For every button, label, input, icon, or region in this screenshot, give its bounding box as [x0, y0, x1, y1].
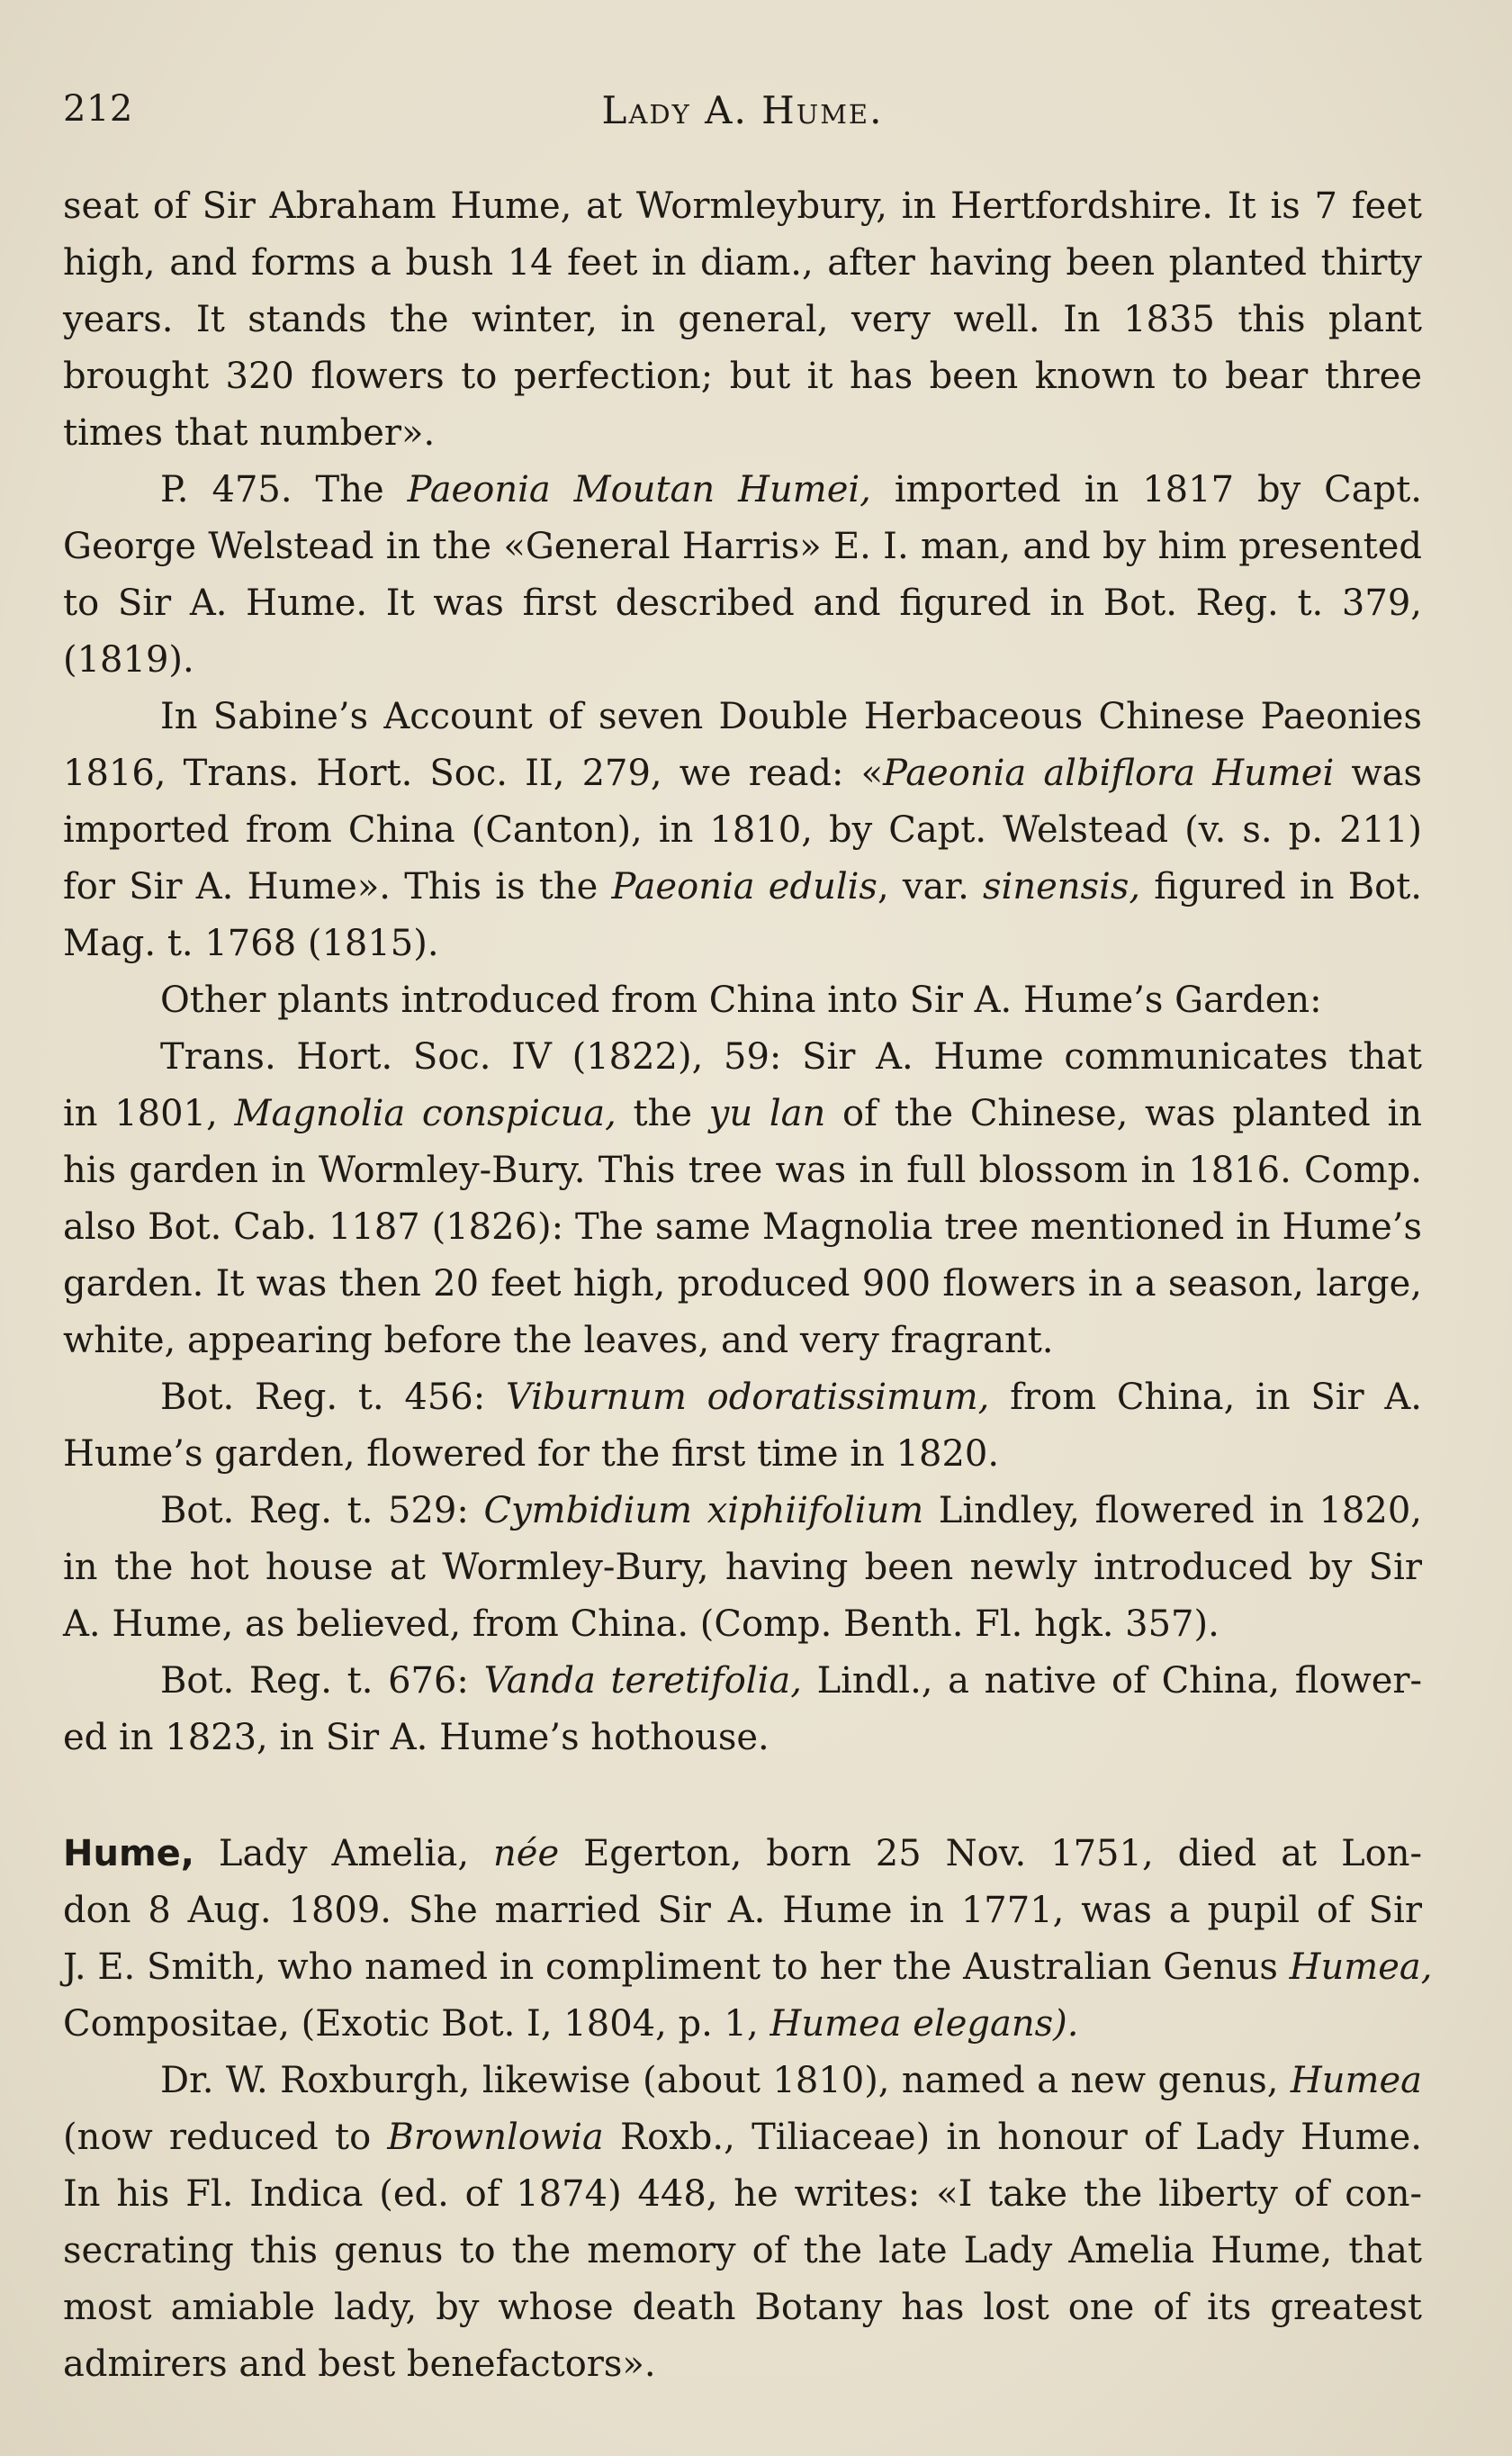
- italic-term: Viburnum odoratissimum,: [505, 1377, 990, 1418]
- italic-term: Paeonia albiflora Humei: [883, 753, 1335, 794]
- text-line: Compositae, (Exotic Bot. I, 1804, p. 1, Humea elegans).: [63, 2003, 1079, 2045]
- text-line: Bot. Reg. t. 676: Vanda teretifolia, Lindl., a native of China, flower-: [160, 1660, 1423, 1702]
- text-line: secrating this genus to the memory of the late Lady Amelia Hume, that: [63, 2230, 1422, 2271]
- text-line: J. E. Smith, who named in compliment to her the Australian Genus Humea,: [63, 1946, 1433, 1988]
- paragraph: [63, 1483, 1422, 1653]
- text-line: 1816, Trans. Hort. Soc. II, 279, we read: «Paeonia albiflora Humei was: [63, 753, 1422, 794]
- text-line: seat of Sir Abraham Hume, at Wormleybury, in Hertfordshire. It is 7 feet: [63, 185, 1422, 227]
- page-number: 212: [63, 88, 133, 130]
- italic-term: Paeonia Moutan Humei,: [407, 469, 871, 510]
- paragraph: [63, 1826, 1433, 2053]
- italic-term: Humea elegans).: [770, 2003, 1079, 2045]
- italic-term: Vanda teretifolia,: [483, 1660, 802, 1702]
- italic-term: Paeonia edulis: [611, 866, 878, 907]
- text-line: in the hot house at Wormley-Bury, having been newly introduced by Sir: [63, 1547, 1422, 1588]
- text-line: Dr. W. Roxburgh, likewise (about 1810), named a new genus, Humea: [160, 2060, 1422, 2101]
- text-line: Trans. Hort. Soc. IV (1822), 59: Sir A. Hume communicates that: [160, 1036, 1422, 1078]
- text-line: (1819).: [63, 639, 194, 681]
- paragraph: [63, 1653, 1422, 1766]
- paragraph: [63, 1029, 1422, 1369]
- italic-term: Humea,: [1289, 1946, 1433, 1988]
- italic-term: Humea: [1290, 2060, 1422, 2101]
- text-line: George Welstead in the «General Harris» E. I. man, and by him presented: [63, 526, 1422, 567]
- italic-term: Cymbidium xiphiifolium: [483, 1490, 924, 1531]
- running-head: Lady A. Hume.: [601, 88, 884, 132]
- text-line: don 8 Aug. 1809. She married Sir A. Hume in 1771, was a pupil of Sir: [63, 1890, 1422, 1931]
- page-body: [63, 178, 1433, 2393]
- text-line: Bot. Reg. t. 456: Viburnum odoratissimum, from China, in Sir A.: [160, 1377, 1423, 1418]
- text-line: Mag. t. 1768 (1815).: [63, 923, 439, 964]
- text-line: garden. It was then 20 feet high, produced 900 flowers in a season, large,: [63, 1263, 1422, 1305]
- paragraph: [63, 972, 1422, 1029]
- text-line: brought 320 flowers to perfection; but it has been known to bear three: [63, 356, 1422, 397]
- italic-term: née: [493, 1833, 560, 1874]
- italic-term: Magnolia conspicua,: [234, 1093, 616, 1134]
- text-line: Hume’s garden, flowered for the first time in 1820.: [63, 1433, 1000, 1475]
- text-line: also Bot. Cab. 1187 (1826): The same Magnolia tree mentioned in Hume’s: [63, 1206, 1422, 1248]
- text-line: times that number».: [63, 412, 436, 454]
- text-line: high, and forms a bush 14 feet in diam., after having been planted thirty: [63, 242, 1422, 284]
- section-gap: [63, 1766, 1422, 1826]
- italic-term: yu lan: [708, 1093, 826, 1134]
- text-line: most amiable lady, by whose death Botany has lost one of its greatest: [63, 2287, 1422, 2328]
- paragraph: [63, 462, 1422, 689]
- text-line: Hume, Lady Amelia, née Egerton, born 25 Nov. 1751, died at Lon-: [63, 1833, 1422, 1874]
- text-line: his garden in Wormley-Bury. This tree was in full blossom in 1816. Comp.: [63, 1150, 1422, 1191]
- text-line: In Sabine’s Account of seven Double Herbaceous Chinese Paeonies: [160, 696, 1422, 737]
- paragraph: [63, 689, 1422, 972]
- text-line: white, appearing before the leaves, and very fragrant.: [63, 1320, 1054, 1361]
- text-line: Bot. Reg. t. 529: Cymbidium xiphiifolium Lindley, flowered in 1820,: [160, 1490, 1422, 1531]
- text-line: admirers and best benefactors».: [63, 2343, 656, 2385]
- italic-term: sinensis,: [983, 866, 1141, 907]
- text-line: to Sir A. Hume. It was first described and figured in Bot. Reg. t. 379,: [63, 582, 1422, 624]
- italic-term: Brownlowia: [387, 2117, 604, 2158]
- paragraph: [63, 2053, 1422, 2393]
- entry-headword: Hume,: [63, 1833, 194, 1874]
- paragraph: [63, 178, 1422, 462]
- text-line: in 1801, Magnolia conspicua, the yu lan of the Chinese, was planted in: [63, 1093, 1423, 1134]
- text-line: (now reduced to Brownlowia Roxb., Tiliaceae) in honour of Lady Hume.: [63, 2117, 1422, 2158]
- text-line: In his Fl. Indica (ed. of 1874) 448, he writes: «I take the liberty of con-: [63, 2173, 1422, 2215]
- text-line: Other plants introduced from China into Sir A. Hume’s Garden:: [160, 980, 1322, 1021]
- text-line: for Sir A. Hume». This is the Paeonia edulis, var. sinensis, figured in Bot.: [63, 866, 1423, 907]
- text-line: A. Hume, as believed, from China. (Comp. Benth. Fl. hgk. 357).: [63, 1603, 1220, 1645]
- text-line: P. 475. The Paeonia Moutan Humei, imported in 1817 by Capt.: [160, 469, 1422, 510]
- text-line: imported from China (Canton), in 1810, by Capt. Welstead (v. s. p. 211): [63, 809, 1422, 851]
- text-line: years. It stands the winter, in general, very well. In 1835 this plant: [63, 299, 1422, 340]
- text-line: ed in 1823, in Sir A. Hume’s hothouse.: [63, 1717, 770, 1758]
- page-header: [63, 79, 1422, 142]
- paragraph: [63, 1369, 1422, 1483]
